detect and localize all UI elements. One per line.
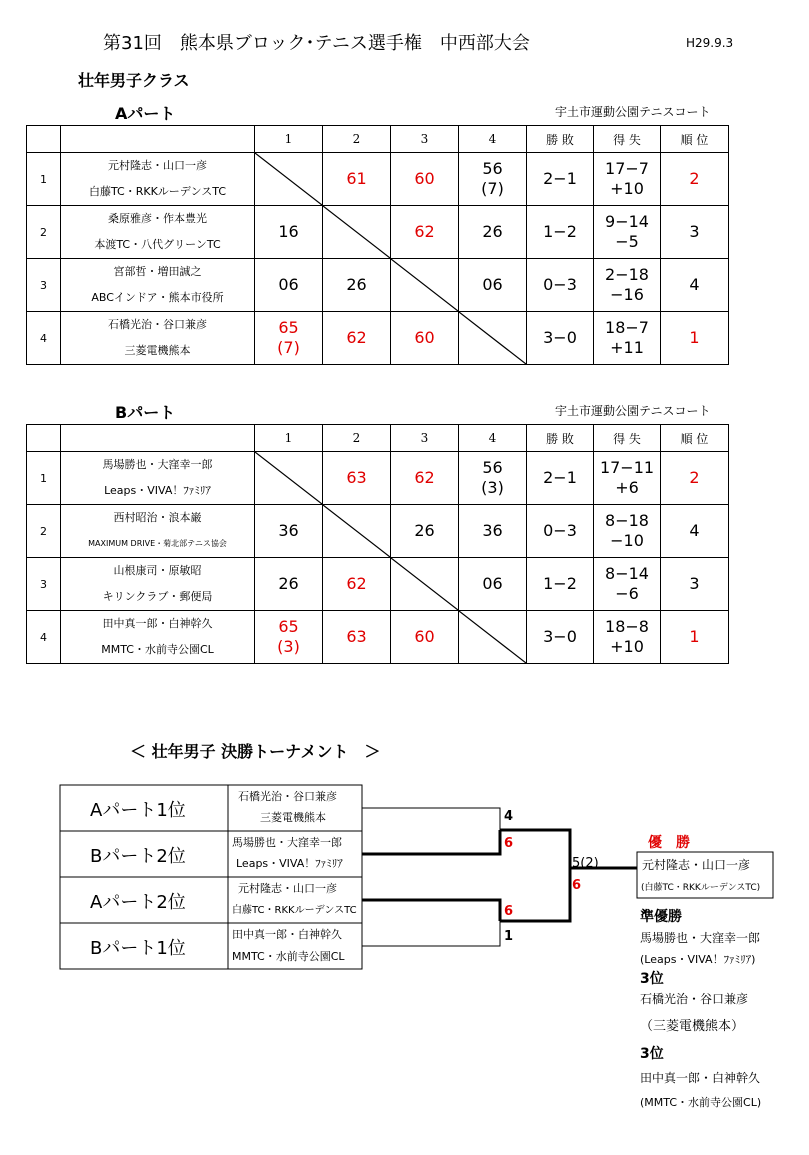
team-names: MMTC・水前寺公園CL <box>101 643 214 656</box>
match-score: 36 <box>255 505 323 558</box>
match-score: 61 <box>323 153 391 206</box>
column-header: 2 <box>323 126 391 153</box>
column-header: 4 <box>459 126 527 153</box>
match-score: 65 (7) <box>255 312 323 365</box>
win-loss: 0−3 <box>527 259 594 312</box>
entry-2-names: 馬場勝也・大窪幸一郎 <box>232 836 342 849</box>
entry-4-label: Bパート1位 <box>90 938 186 959</box>
win-loss: 1−2 <box>527 206 594 259</box>
row-number: 3 <box>27 558 61 611</box>
entry-1-label: Aパート1位 <box>90 800 186 821</box>
team-names: 本渡TC・八代グリーンTC <box>94 238 221 251</box>
game-diff: 9−14 −5 <box>594 206 661 259</box>
player-names: 石橋光治・谷口兼彦 <box>108 318 207 331</box>
game-diff: 8−18 −10 <box>594 505 661 558</box>
entry-4-names: 田中真一郎・白神幹久 <box>232 928 342 941</box>
match-score: 56 (7) <box>459 153 527 206</box>
team-names: MAXIMUM DRIVE・菊北部テニス協会 <box>88 539 227 548</box>
win-loss: 2−1 <box>527 153 594 206</box>
runner-up-team: (Leaps・VIVA！ﾌｧﾐﾘｱ) <box>640 953 756 966</box>
column-header: 1 <box>255 126 323 153</box>
win-loss: 1−2 <box>527 558 594 611</box>
column-header: 得 失 <box>594 425 661 452</box>
match-score: 60 <box>391 611 459 664</box>
column-header: 得 失 <box>594 126 661 153</box>
match-score: 65 (3) <box>255 611 323 664</box>
sf2-bottom-line <box>362 921 500 946</box>
player-names: 山根康司・原敏昭 <box>113 564 202 577</box>
rank: 3 <box>661 558 729 611</box>
player-names: 西村昭治・浪本巌 <box>113 511 202 524</box>
third-place-2-names: 田中真一郎・白神幹久 <box>640 1071 761 1085</box>
sf2-top-score: 6 <box>504 904 514 919</box>
sf1-top-score: 4 <box>504 809 514 824</box>
match-score: 60 <box>391 153 459 206</box>
game-diff: 17−11 +6 <box>594 452 661 505</box>
sf1-top-line <box>362 808 500 830</box>
entry-3-label: Aパート2位 <box>90 892 186 913</box>
match-score: 06 <box>255 259 323 312</box>
match-score: 16 <box>255 206 323 259</box>
part-b-title: Bパート <box>115 403 176 422</box>
player-names: 元村隆志・山口一彦 <box>108 159 207 172</box>
entry-3-names: 元村隆志・山口一彦 <box>238 882 337 895</box>
row-number: 3 <box>27 259 61 312</box>
row-number: 1 <box>27 153 61 206</box>
match-score: 62 <box>391 452 459 505</box>
game-diff: 17−7 +10 <box>594 153 661 206</box>
column-header: 勝 敗 <box>527 126 594 153</box>
column-header: 3 <box>391 425 459 452</box>
rank: 3 <box>661 206 729 259</box>
team-names: 白藤TC・RKKルーデンスTC <box>88 185 227 198</box>
sf2-top-line <box>362 900 500 921</box>
sf1-bottom-line <box>362 830 500 854</box>
column-header: 順 位 <box>661 126 729 153</box>
rank: 1 <box>661 312 729 365</box>
part-a-title: Aパート <box>115 104 176 123</box>
match-score: 06 <box>459 259 527 312</box>
sf1-bottom-score: 6 <box>504 836 514 851</box>
game-diff: 18−7 +11 <box>594 312 661 365</box>
row-number: 2 <box>27 206 61 259</box>
champion-names: 元村隆志・山口一彦 <box>642 858 751 872</box>
match-score: 26 <box>323 259 391 312</box>
part-b-venue: 宇土市運動公園テニスコート <box>555 404 711 418</box>
third-place-2-label: 3位 <box>640 1046 664 1062</box>
column-header: 順 位 <box>661 425 729 452</box>
champion-team: (白藤TC・RKKルーデンスTC) <box>641 883 761 893</box>
final-top-score: 5(2) <box>572 856 599 871</box>
match-score: 62 <box>391 206 459 259</box>
column-header: 1 <box>255 425 323 452</box>
runner-up-names: 馬場勝也・大窪幸一郎 <box>640 931 761 945</box>
team-names: 三菱電機熊本 <box>124 344 191 357</box>
tournament-title: ＜ 壮年男子 決勝トーナメント ＞ <box>130 742 381 761</box>
entry-2-label: Bパート2位 <box>90 846 186 867</box>
team-names: キリンクラブ・郵便局 <box>102 590 213 603</box>
team-names: Leaps・VIVA！ﾌｧﾐﾘｱ <box>104 484 211 497</box>
row-number: 1 <box>27 452 61 505</box>
champion-label: 優 勝 <box>648 835 690 851</box>
entry-3-team: 白藤TC・RKKルーデンスTC <box>232 905 357 916</box>
game-diff: 8−14 −6 <box>594 558 661 611</box>
match-score: 62 <box>323 312 391 365</box>
third-place-1-team: （三菱電機熊本） <box>640 1019 745 1034</box>
sf2-bottom-score: 1 <box>504 929 514 944</box>
column-header: 4 <box>459 425 527 452</box>
match-score: 26 <box>391 505 459 558</box>
game-diff: 2−18 −16 <box>594 259 661 312</box>
column-header: 3 <box>391 126 459 153</box>
match-score: 56 (3) <box>459 452 527 505</box>
rank: 1 <box>661 611 729 664</box>
rank: 4 <box>661 259 729 312</box>
match-score: 36 <box>459 505 527 558</box>
rank: 2 <box>661 452 729 505</box>
player-names: 田中真一郎・白神幹久 <box>102 617 213 630</box>
win-loss: 3−0 <box>527 312 594 365</box>
player-names: 宮部哲・増田誠之 <box>113 265 202 278</box>
match-score: 60 <box>391 312 459 365</box>
final-bottom-score: 6 <box>572 878 582 893</box>
match-score: 63 <box>323 611 391 664</box>
win-loss: 3−0 <box>527 611 594 664</box>
entry-1-team: 三菱電機熊本 <box>260 811 326 824</box>
match-score: 26 <box>255 558 323 611</box>
player-names: 桑原雅彦・作本豊光 <box>108 212 207 225</box>
player-names: 馬場勝也・大窪幸一郎 <box>102 458 213 471</box>
page-title: 第31回 熊本県ブロック･テニス選手権 中西部大会 <box>103 33 530 54</box>
entry-1-names: 石橋光治・谷口兼彦 <box>238 790 337 803</box>
column-header: 2 <box>323 425 391 452</box>
part-a-venue: 宇土市運動公園テニスコート <box>555 105 711 119</box>
row-number: 2 <box>27 505 61 558</box>
row-number: 4 <box>27 312 61 365</box>
third-place-2-team: (MMTC・水前寺公園CL) <box>640 1096 762 1109</box>
match-score: 62 <box>323 558 391 611</box>
rank: 4 <box>661 505 729 558</box>
match-score: 06 <box>459 558 527 611</box>
class-title: 壮年男子クラス <box>78 71 190 90</box>
win-loss: 0−3 <box>527 505 594 558</box>
date-label: H29.9.3 <box>686 36 734 50</box>
runner-up-label: 準優勝 <box>640 909 682 925</box>
third-place-1-label: 3位 <box>640 971 664 987</box>
game-diff: 18−8 +10 <box>594 611 661 664</box>
entry-4-team: MMTC・水前寺公園CL <box>232 950 345 963</box>
rank: 2 <box>661 153 729 206</box>
third-place-1-names: 石橋光治・谷口兼彦 <box>640 992 749 1006</box>
match-score: 63 <box>323 452 391 505</box>
entry-2-team: Leaps・VIVA！ﾌｧﾐﾘｱ <box>236 857 343 870</box>
team-names: ABCインドア・熊本市役所 <box>91 291 224 304</box>
win-loss: 2−1 <box>527 452 594 505</box>
column-header: 勝 敗 <box>527 425 594 452</box>
match-score: 26 <box>459 206 527 259</box>
row-number: 4 <box>27 611 61 664</box>
